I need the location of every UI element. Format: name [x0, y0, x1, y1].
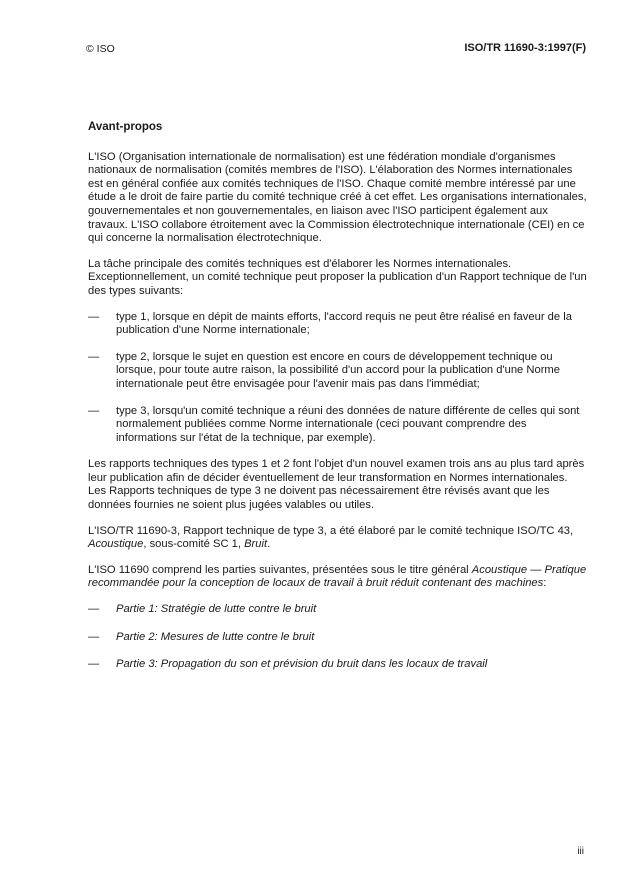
document-id: ISO/TR 11690-3:1997(F) [464, 42, 586, 54]
list-item-part-3 [88, 658, 588, 672]
list-item-type-1 [88, 311, 588, 338]
text-segment: L'ISO/TR 11690-3, Rapport technique de type 3, a été élaboré par le comité technique ISO/TC 43, [88, 524, 574, 537]
page-number: iii [577, 846, 584, 857]
paragraph-tr-origin [88, 525, 588, 552]
dash-bullet: — [88, 404, 100, 417]
dash-bullet: — [88, 658, 100, 671]
text-segment: L'ISO 11690 comprend les parties suivantes, présentées sous le titre général [88, 563, 469, 576]
list-item-text: type 3, lorsqu'un comité technique a réuni des données de nature différente de celles qui sont normalement publiées comme Norme internationale (ceci pouvant comprendre des informations sur l'état de la technique, par exemple). [116, 404, 580, 444]
part-title: Partie 1: Stratégie de lutte contre le bruit [116, 603, 317, 616]
foreword-section [88, 121, 588, 686]
text-segment: : [543, 577, 547, 590]
dash-bullet: — [88, 630, 100, 643]
text-segment: . [267, 538, 271, 551]
general-title: Acoustique — Pratique recommandée pour la conception de locaux de travail à bruit réduit contenant des machines [88, 563, 587, 590]
part-title: Partie 2: Mesures de lutte contre le bruit [116, 630, 315, 643]
paragraph-review: Les rapports techniques des types 1 et 2 font l'objet d'un nouvel examen trois ans au plus tard après leur publication afin de décider éventuellement de leur transformation en Normes internationales. Les Rapports techniques de type 3 ne doivent pas nécessairement être révisés avant que les données fournies ne soient plus jugées valables ou utiles. [88, 458, 585, 512]
committee-name: Acoustique [88, 538, 144, 551]
list-item-type-2 [88, 351, 588, 392]
copyright-notice: © ISO [86, 43, 115, 55]
list-item-text: type 1, lorsque en dépit de maints efforts, l'accord requis ne peut être réalisé en faveur de la publication d'une Norme internationale; [116, 310, 572, 337]
section-title: Avant-propos [88, 121, 163, 133]
dash-bullet: — [88, 310, 100, 323]
list-item-part-2 [88, 631, 588, 645]
subcommittee-name: Bruit [244, 538, 268, 551]
paragraph-parts-intro [88, 564, 588, 591]
list-item-text: type 2, lorsque le sujet en question est encore en cours de développement technique ou lorsque, pour toute autre raison, la possibilité d'un accord pour la publication d'une Norme internationale peut être envisagée pour l'avenir mais pas dans l'immédiat; [116, 350, 560, 390]
text-segment: , sous-comité SC 1, [143, 538, 241, 551]
dash-bullet: — [88, 603, 100, 616]
paragraph-technical-committees: La tâche principale des comités techniques est d'élaborer les Normes internationales. Exceptionnellement, un comité technique peut proposer la publication d'un Rapport technique de l'un des types suivants: [88, 257, 587, 297]
part-title: Partie 3: Propagation du son et prévision du bruit dans les locaux de travail [116, 658, 488, 671]
list-item-type-3 [88, 405, 588, 446]
list-item-part-1 [88, 603, 588, 617]
paragraph-iso-intro: L'ISO (Organisation internationale de normalisation) est une fédération mondiale d'organismes nationaux de normalisation (comités membres de l'ISO). L'élaboration des Normes internationales est en général confiée aux comités techniques de l'ISO. Chaque comité membre intéressé par une étude a le droit de faire partie du comité technique créé à cet effet. Les organisations internationales, gouvernementales et non gouvernementales, en liaison avec l'ISO participent également aux travaux. L'ISO collabore étroitement avec la Commission électrotechnique internationale (CEI) en ce qui concerne la normalisation électrotechnique. [88, 150, 587, 245]
dash-bullet: — [88, 350, 100, 363]
